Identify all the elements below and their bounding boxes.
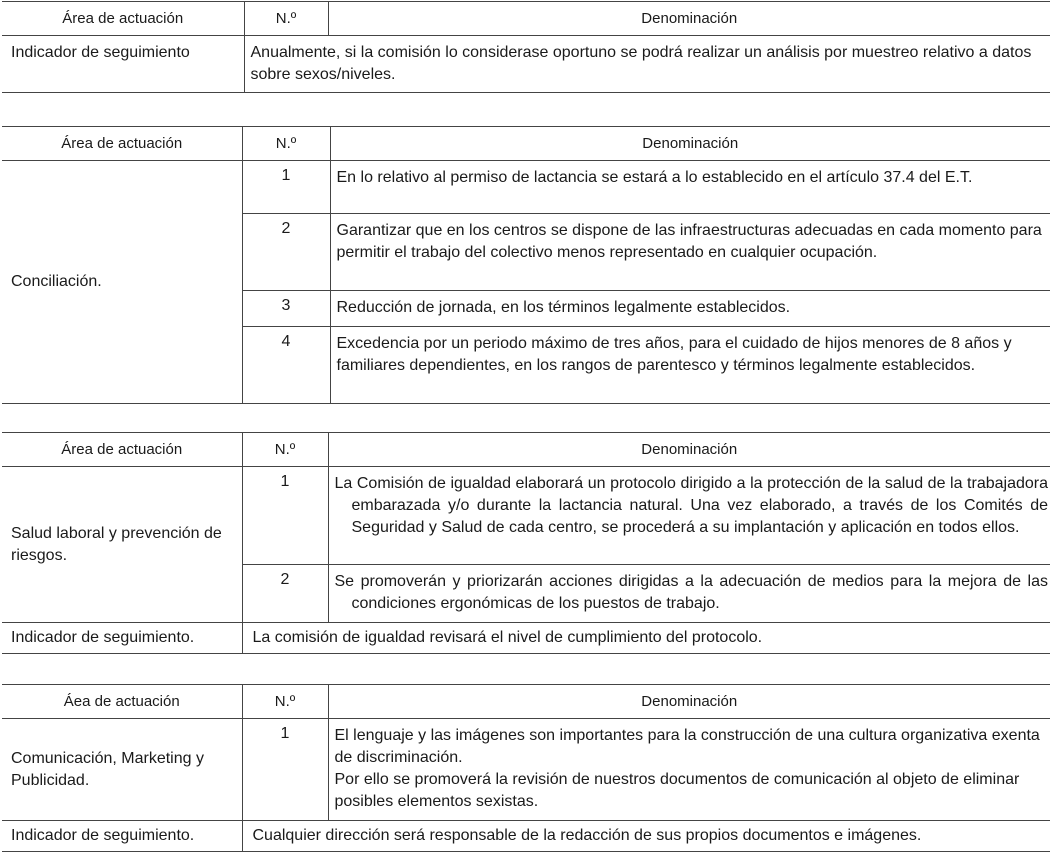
area-label: Salud laboral y prevención de riesgos.	[2, 467, 242, 623]
row-number: 1	[242, 719, 328, 821]
table-indicador-1	[2, 1, 1050, 93]
table-header	[2, 127, 1050, 161]
row-number: 1	[242, 467, 328, 565]
table-row	[2, 719, 1050, 821]
table-header	[2, 685, 1050, 719]
row-text-b: Por ello se promoverá la revisión de nuestros documentos de comunicación al objeto de eliminar posibles elementos sexistas.	[334, 771, 1020, 810]
table-salud	[2, 432, 1050, 654]
header-area: Áea de actuación	[2, 685, 242, 719]
row-text: Se promoverán y priorizarán acciones dirigidas a la adecuación de medios para la mejora de las condiciones ergonómicas de los puestos de trabajo.	[334, 573, 1048, 612]
row-text-cell	[328, 565, 1050, 623]
row-number: 1	[242, 161, 330, 214]
row-number: 3	[242, 291, 330, 327]
table-comunicacion	[2, 684, 1050, 852]
indicator-label: Indicador de seguimiento.	[2, 623, 242, 654]
row-number: 2	[242, 565, 328, 623]
table-header	[2, 2, 1050, 36]
header-area: Área de actuación	[2, 2, 244, 36]
area-label: Conciliación.	[2, 161, 242, 404]
table-conciliacion	[2, 126, 1050, 404]
header-den: Denominación	[328, 685, 1050, 719]
row-text: Reducción de jornada, en los términos legalmente establecidos.	[330, 291, 1050, 327]
row-text-cell	[328, 719, 1050, 821]
header-num: N.º	[242, 433, 328, 467]
row-text: Garantizar que en los centros se dispone de las infraestructuras adecuadas en cada momento para permitir el trabajo del colectivo menos representado en cualquier ocupación.	[330, 214, 1050, 291]
header-num: N.º	[244, 2, 328, 36]
header-num: N.º	[242, 685, 328, 719]
indicator-text: La comisión de igualdad revisará el nivel de cumplimiento del protocolo.	[242, 623, 1050, 654]
table-row	[2, 161, 1050, 214]
header-area: Área de actuación	[2, 127, 242, 161]
row-text-a: El lenguaje y las imágenes son importantes para la construcción de una cultura organizativa exenta de discriminación.	[334, 727, 1040, 766]
row-number: 2	[242, 214, 330, 291]
indicator-row	[2, 623, 1050, 654]
header-num: N.º	[242, 127, 330, 161]
indicator-text: Cualquier dirección será responsable de la redacción de sus propios documentos e imágenes.	[242, 821, 1050, 852]
table-row	[2, 467, 1050, 565]
row-text: En lo relativo al permiso de lactancia se estará a lo establecido en el artículo 37.4 del E.T.	[330, 161, 1050, 214]
table-header	[2, 433, 1050, 467]
area-label: Comunicación, Marketing y Publicidad.	[2, 719, 242, 821]
header-area: Área de actuación	[2, 433, 242, 467]
row-number: 4	[242, 327, 330, 404]
row-text: La Comisión de igualdad elaborará un protocolo dirigido a la protección de la salud de la trabajadora embarazada y/o durante la lactancia natural. Una vez elaborado, a través de los Comités de Seguridad y Salud de cada centro, se procederá a su implantación y aplicación en todos ellos.	[334, 475, 1048, 536]
indicator-label: Indicador de seguimiento	[2, 36, 244, 93]
header-den: Denominación	[328, 433, 1050, 467]
row-text-cell	[328, 467, 1050, 565]
header-den: Denominación	[330, 127, 1050, 161]
indicator-row	[2, 821, 1050, 852]
row-text: Excedencia por un periodo máximo de tres años, para el cuidado de hijos menores de 8 años y familiares dependientes, en los rangos de parentesco y términos legalmente establecidos.	[330, 327, 1050, 404]
header-den: Denominación	[328, 2, 1050, 36]
indicator-label: Indicador de seguimiento.	[2, 821, 242, 852]
indicator-row	[2, 36, 1050, 93]
indicator-text: Anualmente, si la comisión lo considerase oportuno se podrá realizar un análisis por muestreo relativo a datos sobre sexos/niveles.	[244, 36, 1050, 93]
